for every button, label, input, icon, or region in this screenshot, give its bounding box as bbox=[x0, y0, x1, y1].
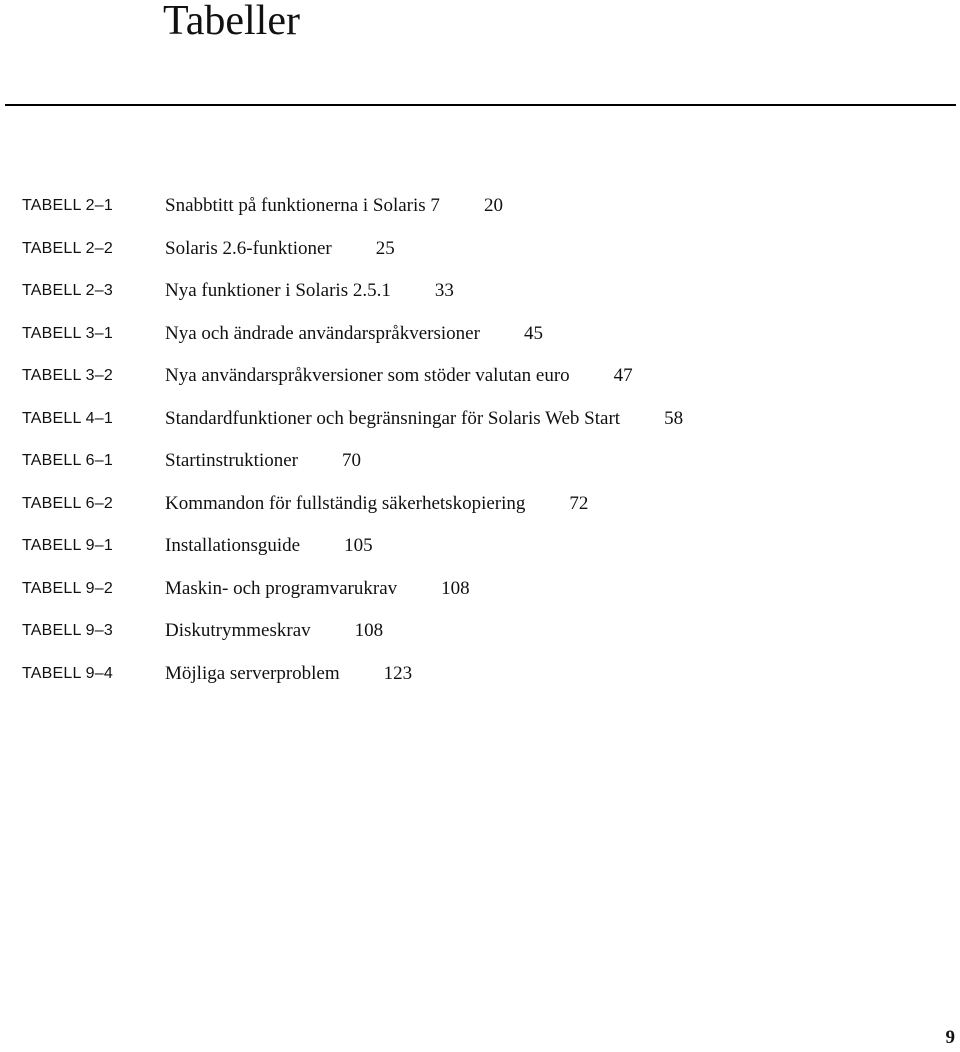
toc-row[interactable] bbox=[0, 276, 960, 319]
table-page-number: 72 bbox=[569, 492, 589, 514]
table-title[interactable]: Nya funktioner i Solaris 2.5.1 bbox=[165, 280, 391, 301]
table-label: TABELL 3–2 bbox=[22, 367, 113, 384]
table-title[interactable]: Möjliga serverproblem bbox=[165, 662, 340, 684]
table-page-number: 20 bbox=[483, 195, 503, 216]
table-entry bbox=[165, 450, 361, 472]
table-title[interactable]: Nya och ändrade användarspråkversioner bbox=[165, 322, 480, 344]
table-label: TABELL 9–1 bbox=[22, 537, 113, 554]
table-page-number: 105 bbox=[344, 535, 373, 556]
table-label: TABELL 2–1 bbox=[22, 197, 113, 214]
table-entry bbox=[165, 535, 373, 557]
table-of-tables bbox=[0, 191, 960, 701]
table-entry bbox=[165, 578, 470, 600]
table-entry bbox=[165, 365, 633, 387]
table-title[interactable]: Standardfunktioner och begränsningar för Solaris Web Start bbox=[165, 407, 621, 429]
table-title[interactable]: Startinstruktioner bbox=[165, 450, 298, 471]
table-page-number: 70 bbox=[341, 450, 361, 471]
table-label: TABELL 9–4 bbox=[22, 664, 113, 682]
title-divider bbox=[5, 104, 956, 106]
table-entry bbox=[165, 620, 383, 642]
toc-row[interactable] bbox=[0, 319, 960, 362]
table-title[interactable]: Maskin- och programvarukrav bbox=[165, 577, 398, 599]
table-page-number: 123 bbox=[383, 662, 413, 684]
table-label: TABELL 2–3 bbox=[22, 282, 113, 299]
toc-row[interactable] bbox=[0, 616, 960, 659]
toc-row[interactable] bbox=[0, 404, 960, 447]
toc-row[interactable] bbox=[0, 489, 960, 532]
page-number: 9 bbox=[945, 1027, 955, 1048]
toc-row[interactable] bbox=[0, 574, 960, 617]
table-label: TABELL 9–3 bbox=[22, 622, 113, 639]
table-entry bbox=[165, 280, 454, 302]
table-page-number: 33 bbox=[434, 280, 454, 301]
table-label: TABELL 2–2 bbox=[22, 239, 113, 257]
table-page-number: 45 bbox=[523, 322, 543, 344]
table-title[interactable]: Snabbtitt på funktionerna i Solaris 7 bbox=[165, 195, 440, 216]
table-entry bbox=[165, 408, 683, 430]
page-title: Tabeller bbox=[163, 0, 300, 44]
table-page-number: 108 bbox=[441, 577, 470, 599]
table-title[interactable]: Solaris 2.6-funktioner bbox=[165, 237, 332, 259]
table-page-number: 47 bbox=[613, 365, 633, 386]
table-title[interactable]: Diskutrymmeskrav bbox=[165, 620, 311, 641]
table-page-number: 108 bbox=[354, 620, 384, 641]
table-title[interactable]: Nya användarspråkversioner som stöder valutan euro bbox=[165, 365, 570, 386]
table-entry bbox=[165, 195, 503, 217]
table-label: TABELL 6–1 bbox=[22, 452, 113, 469]
toc-row[interactable] bbox=[0, 659, 960, 702]
table-title[interactable]: Installationsguide bbox=[165, 535, 301, 556]
table-entry bbox=[165, 238, 395, 260]
toc-row[interactable] bbox=[0, 446, 960, 489]
table-entry bbox=[165, 493, 588, 515]
table-entry bbox=[165, 323, 543, 345]
table-label: TABELL 9–2 bbox=[22, 579, 113, 597]
table-page-number: 58 bbox=[664, 407, 684, 429]
toc-row[interactable] bbox=[0, 531, 960, 574]
table-label: TABELL 6–2 bbox=[22, 494, 113, 512]
table-label: TABELL 4–1 bbox=[22, 409, 113, 427]
table-entry bbox=[165, 663, 412, 685]
toc-row[interactable] bbox=[0, 191, 960, 234]
table-title[interactable]: Kommandon för fullständig säkerhetskopiering bbox=[165, 492, 526, 514]
toc-row[interactable] bbox=[0, 361, 960, 404]
table-page-number: 25 bbox=[375, 237, 395, 259]
table-label: TABELL 3–1 bbox=[22, 324, 113, 342]
toc-row[interactable] bbox=[0, 234, 960, 277]
